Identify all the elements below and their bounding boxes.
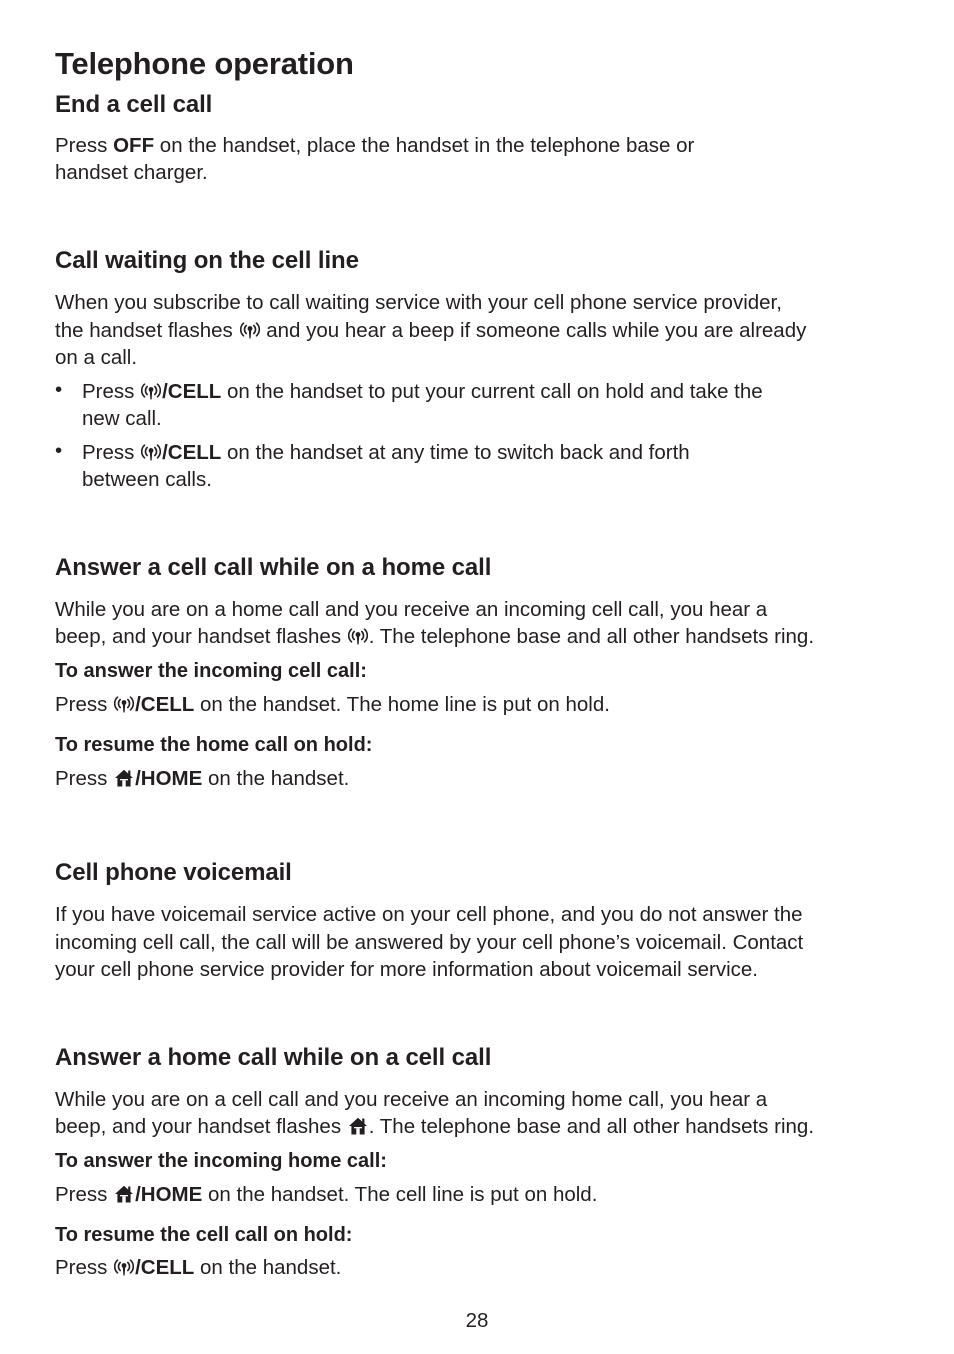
home-key-label: /HOME bbox=[135, 767, 203, 790]
answer-home-line-1: While you are on a cell call and you receive an incoming home call, you hear a bbox=[55, 1088, 768, 1111]
end-call-line-1 bbox=[55, 132, 694, 160]
bullet-line bbox=[82, 378, 763, 406]
heading-answer-home-call: Answer a home call while on a cell call bbox=[55, 1044, 492, 1071]
subheading-answer-incoming-cell: To answer the incoming cell call: bbox=[55, 660, 367, 682]
text-span: . The telephone base and all other handsets ring. bbox=[368, 625, 815, 648]
cell-key-label: /CELL bbox=[135, 693, 195, 716]
subheading-resume-cell: To resume the cell call on hold: bbox=[55, 1224, 353, 1246]
text-span: on the handset. bbox=[202, 767, 350, 790]
bullet-line: between calls. bbox=[82, 468, 212, 491]
text-span: Press bbox=[55, 693, 114, 716]
answer-home-step-2 bbox=[55, 1254, 341, 1282]
text-span: the handset flashes bbox=[55, 319, 239, 342]
bullet-line: new call. bbox=[82, 407, 162, 430]
home-icon bbox=[348, 1116, 368, 1136]
heading-end-cell-call: End a cell call bbox=[55, 91, 213, 118]
call-waiting-line-3: on a call. bbox=[55, 346, 138, 369]
text-span: Press bbox=[55, 1256, 114, 1279]
cell-key-label: /CELL bbox=[135, 1256, 195, 1279]
heading-call-waiting: Call waiting on the cell line bbox=[55, 247, 359, 274]
cell-signal-icon bbox=[141, 442, 161, 462]
cell-signal-icon bbox=[141, 381, 161, 401]
answer-home-step-1 bbox=[55, 1181, 597, 1209]
end-call-line-2: handset charger. bbox=[55, 161, 208, 184]
cell-key-label: /CELL bbox=[162, 380, 222, 403]
home-key-label: /HOME bbox=[135, 1183, 203, 1206]
text-span: on the handset. The cell line is put on hold. bbox=[202, 1183, 598, 1206]
text-span: beep, and your handset flashes bbox=[55, 1115, 347, 1138]
text-span: on the handset at any time to switch back and forth bbox=[221, 441, 690, 464]
off-key-label: OFF bbox=[113, 134, 155, 157]
bullet-marker: • bbox=[55, 439, 63, 462]
text-span: Press bbox=[55, 134, 114, 157]
text-span: Press bbox=[82, 380, 141, 403]
heading-voicemail: Cell phone voicemail bbox=[55, 859, 292, 886]
answer-home-line-2 bbox=[55, 1113, 814, 1141]
subheading-resume-home: To resume the home call on hold: bbox=[55, 734, 373, 756]
call-waiting-line-2 bbox=[55, 317, 806, 345]
cell-key-label: /CELL bbox=[162, 441, 222, 464]
heading-answer-cell-call: Answer a cell call while on a home call bbox=[55, 554, 492, 581]
text-span: on the handset to put your current call on hold and take the bbox=[221, 380, 763, 403]
cell-signal-icon bbox=[348, 626, 368, 646]
text-span: Press bbox=[55, 1183, 114, 1206]
text-span: Press bbox=[82, 441, 141, 464]
voicemail-line-1: If you have voicemail service active on your cell phone, and you do not answer the bbox=[55, 903, 803, 926]
list-item bbox=[55, 439, 915, 499]
text-span: on the handset, place the handset in the telephone base or bbox=[154, 134, 695, 157]
voicemail-line-2: incoming cell call, the call will be answered by your cell phone’s voicemail. Contact bbox=[55, 931, 804, 954]
answer-cell-line-2 bbox=[55, 623, 814, 651]
text-span: on the handset. bbox=[194, 1256, 342, 1279]
page-title: Telephone operation bbox=[55, 46, 354, 81]
voicemail-line-3: your cell phone service provider for more information about voicemail service. bbox=[55, 958, 759, 981]
text-span: on the handset. The home line is put on hold. bbox=[194, 693, 610, 716]
cell-signal-icon bbox=[114, 1257, 134, 1277]
home-icon bbox=[114, 1184, 134, 1204]
list-item bbox=[55, 378, 915, 438]
answer-cell-step-2 bbox=[55, 765, 349, 793]
call-waiting-line-1: When you subscribe to call waiting service with your cell phone service provider, bbox=[55, 291, 782, 314]
bullet-marker: • bbox=[55, 378, 63, 401]
cell-signal-icon bbox=[240, 320, 260, 340]
cell-signal-icon bbox=[114, 694, 134, 714]
page-number: 28 bbox=[465, 1309, 489, 1332]
answer-cell-step-1 bbox=[55, 691, 610, 719]
home-icon bbox=[114, 768, 134, 788]
text-span: . The telephone base and all other handsets ring. bbox=[368, 1115, 815, 1138]
bullet-line bbox=[82, 439, 690, 467]
text-span: Press bbox=[55, 767, 114, 790]
answer-cell-line-1: While you are on a home call and you receive an incoming cell call, you hear a bbox=[55, 598, 768, 621]
subheading-answer-incoming-home: To answer the incoming home call: bbox=[55, 1150, 387, 1172]
text-span: and you hear a beep if someone calls while you are already bbox=[260, 319, 807, 342]
text-span: beep, and your handset flashes bbox=[55, 625, 347, 648]
